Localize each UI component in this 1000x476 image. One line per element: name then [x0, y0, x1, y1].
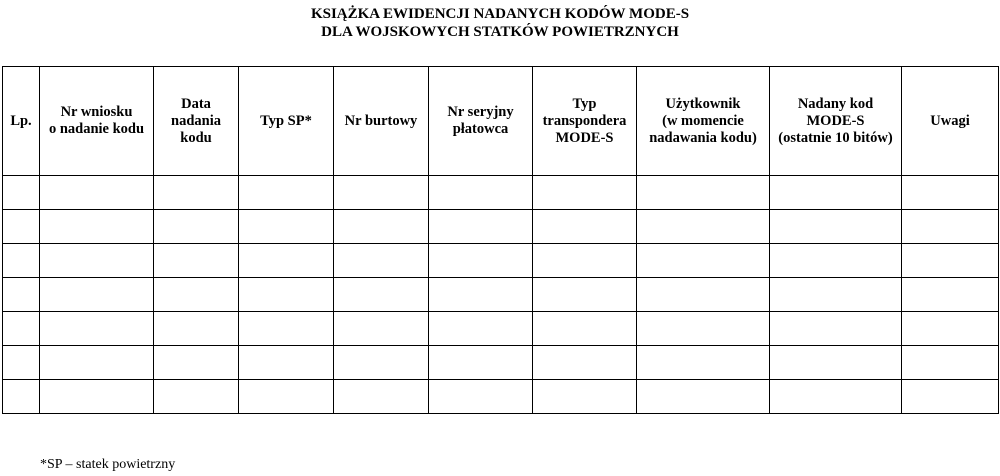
table-cell[interactable] [154, 278, 239, 312]
column-header-application-number: Nr wniosku o nadanie kodu [40, 67, 154, 176]
table-cell[interactable] [239, 380, 334, 414]
table-cell[interactable] [429, 210, 533, 244]
table-cell[interactable] [533, 278, 637, 312]
table-cell[interactable] [770, 312, 902, 346]
table-cell[interactable] [3, 380, 40, 414]
table-cell[interactable] [239, 346, 334, 380]
table-header-row [3, 67, 999, 176]
table-cell[interactable] [3, 312, 40, 346]
table-cell[interactable] [902, 176, 999, 210]
column-header-transponder-type: Typ transpondera MODE-S [533, 67, 637, 176]
table-cell[interactable] [334, 176, 429, 210]
table-cell[interactable] [637, 244, 770, 278]
column-header-user: Użytkownik (w momencie nadawania kodu) [637, 67, 770, 176]
table-row [3, 176, 999, 210]
table-cell[interactable] [40, 244, 154, 278]
table-cell[interactable] [154, 176, 239, 210]
table-cell[interactable] [334, 244, 429, 278]
table-cell[interactable] [637, 278, 770, 312]
footnote: *SP – statek powietrzny [40, 457, 176, 472]
table-cell[interactable] [770, 176, 902, 210]
table-cell[interactable] [902, 244, 999, 278]
table-cell[interactable] [239, 312, 334, 346]
table-cell[interactable] [3, 346, 40, 380]
table-cell[interactable] [154, 312, 239, 346]
table-cell[interactable] [902, 380, 999, 414]
table-cell[interactable] [429, 278, 533, 312]
table-cell[interactable] [40, 176, 154, 210]
table-cell[interactable] [3, 176, 40, 210]
registry-table [2, 66, 999, 414]
table-cell[interactable] [429, 176, 533, 210]
table-cell[interactable] [902, 312, 999, 346]
table-cell[interactable] [770, 210, 902, 244]
table-cell[interactable] [770, 380, 902, 414]
table-cell[interactable] [334, 210, 429, 244]
table-row [3, 312, 999, 346]
document-title: KSIĄŻKA EWIDENCJI NADANYCH KODÓW MODE-S [310, 6, 690, 22]
table-cell[interactable] [533, 380, 637, 414]
table-cell[interactable] [40, 312, 154, 346]
table-row [3, 278, 999, 312]
table-cell[interactable] [902, 278, 999, 312]
table-cell[interactable] [3, 244, 40, 278]
table-cell[interactable] [637, 210, 770, 244]
table-cell[interactable] [334, 380, 429, 414]
table-cell[interactable] [637, 176, 770, 210]
table-cell[interactable] [770, 278, 902, 312]
column-header-lp: Lp. [3, 67, 40, 176]
column-header-airframe-serial: Nr seryjny płatowca [429, 67, 533, 176]
table-cell[interactable] [154, 244, 239, 278]
table-cell[interactable] [40, 346, 154, 380]
table-cell[interactable] [770, 346, 902, 380]
table-cell[interactable] [40, 380, 154, 414]
table-cell[interactable] [533, 176, 637, 210]
table-cell[interactable] [533, 210, 637, 244]
table-cell[interactable] [429, 312, 533, 346]
table-body [3, 176, 999, 414]
table-cell[interactable] [334, 346, 429, 380]
column-header-assignment-date: Data nadania kodu [154, 67, 239, 176]
table-cell[interactable] [637, 346, 770, 380]
table-cell[interactable] [40, 210, 154, 244]
table-cell[interactable] [533, 312, 637, 346]
table-cell[interactable] [239, 278, 334, 312]
column-header-assigned-code: Nadany kod MODE-S (ostatnie 10 bitów) [770, 67, 902, 176]
table-cell[interactable] [334, 312, 429, 346]
table-cell[interactable] [154, 346, 239, 380]
table-cell[interactable] [239, 244, 334, 278]
column-header-tail-number: Nr burtowy [334, 67, 429, 176]
table-row [3, 244, 999, 278]
table-row [3, 346, 999, 380]
column-header-aircraft-type: Typ SP* [239, 67, 334, 176]
table-cell[interactable] [637, 380, 770, 414]
column-header-remarks: Uwagi [902, 67, 999, 176]
table-cell[interactable] [239, 210, 334, 244]
table-cell[interactable] [533, 244, 637, 278]
table-cell[interactable] [334, 278, 429, 312]
table-cell[interactable] [429, 346, 533, 380]
table-cell[interactable] [533, 346, 637, 380]
table-row [3, 210, 999, 244]
document-subtitle: DLA WOJSKOWYCH STATKÓW POWIETRZNYCH [321, 24, 679, 40]
table-cell[interactable] [637, 312, 770, 346]
table-cell[interactable] [40, 278, 154, 312]
table-cell[interactable] [239, 176, 334, 210]
table-cell[interactable] [902, 210, 999, 244]
table-cell[interactable] [770, 244, 902, 278]
table-cell[interactable] [3, 210, 40, 244]
table-cell[interactable] [154, 210, 239, 244]
table-cell[interactable] [902, 346, 999, 380]
table-cell[interactable] [429, 244, 533, 278]
table-cell[interactable] [429, 380, 533, 414]
table-cell[interactable] [3, 278, 40, 312]
table-row [3, 380, 999, 414]
table-cell[interactable] [154, 380, 239, 414]
